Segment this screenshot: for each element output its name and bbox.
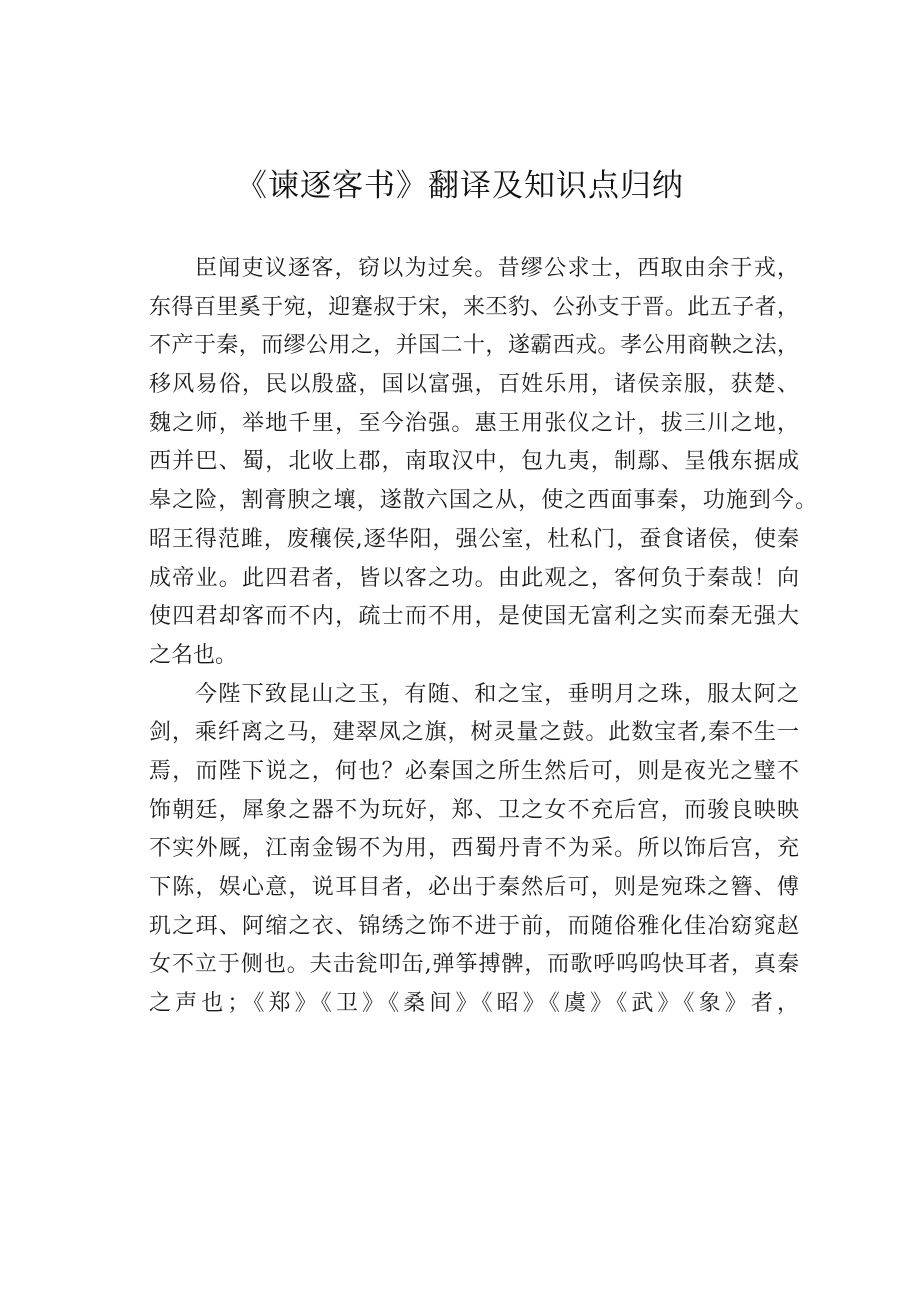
text-line: 魏之师，举地千里，至今治强。惠王用张仪之计，拔三川之地， <box>149 410 799 436</box>
document-body <box>149 250 817 1024</box>
text-line: 焉，而陛下说之，何也？必秦国之所生然后可，则是夜光之璧不 <box>149 758 799 784</box>
text-line: 剑，乘纤离之马，建翠凤之旗，树灵量之鼓。此数宝者,秦不生一 <box>149 720 799 746</box>
text-line: 饰朝廷，犀象之器不为玩好，郑、卫之女不充后宫，而骏良映映 <box>149 797 799 823</box>
text-line: 玑之珥、阿缩之衣、锦绣之饰不进于前，而随俗雅化佳冶窈窕赵 <box>149 913 799 939</box>
text-line: 不实外厩，江南金锡不为用，西蜀丹青不为采。所以饰后宫，充 <box>149 836 799 862</box>
text-line: 女不立于侧也。夫击瓮叩缶,弹筝搏髀，而歌呼呜呜快耳者，真秦 <box>149 952 799 978</box>
text-line: 之名也。 <box>149 642 238 668</box>
text-line: 下陈，娱心意，说耳目者，必出于秦然后可，则是宛珠之簪、傅 <box>149 875 799 900</box>
paragraph-2 <box>149 676 799 1024</box>
paragraph-1 <box>149 250 817 676</box>
text-line: 皋之险，割膏腴之壤，遂散六国之从，使之西面事秦，功施到今。 <box>149 488 817 514</box>
text-line: 西并巴、蜀，北收上郡，南取汉中，包九夷，制鄢、呈俄东据成 <box>149 449 799 475</box>
text-line: 今陛下致昆山之玉，有随、和之宝，垂明月之珠，服太阿之 <box>195 681 799 707</box>
text-line: 使四君却客而不内，疏士而不用，是使国无富利之实而秦无强大 <box>149 604 799 630</box>
text-line: 东得百里奚于宛，迎蹇叔于宋，来丕豹、公孙支于晋。此五子者， <box>149 294 799 320</box>
text-line: 臣闻吏议逐客，窃以为过矣。昔缪公求士，西取由余于戎， <box>195 256 799 281</box>
text-line: 昭王得范雎，废穰侯,逐华阳，强公室，杜私门，蚕食诸侯，使秦 <box>149 526 799 552</box>
text-line: 移风易俗，民以殷盛，国以富强，百姓乐用，诸侯亲服，获楚、 <box>149 372 799 398</box>
text-line: 之声也；《郑》《卫》《桑间》《昭》《虞》《武》《象》者， <box>149 991 799 1017</box>
text-line: 成帝业。此四君者，皆以客之功。由此观之，客何负于秦哉！向 <box>149 565 799 591</box>
text-line: 不产于秦，而缪公用之，并国二十，遂霸西戎。孝公用商鞅之法， <box>149 333 799 359</box>
document-title: 《谏逐客书》翻译及知识点归纳 <box>236 168 684 204</box>
